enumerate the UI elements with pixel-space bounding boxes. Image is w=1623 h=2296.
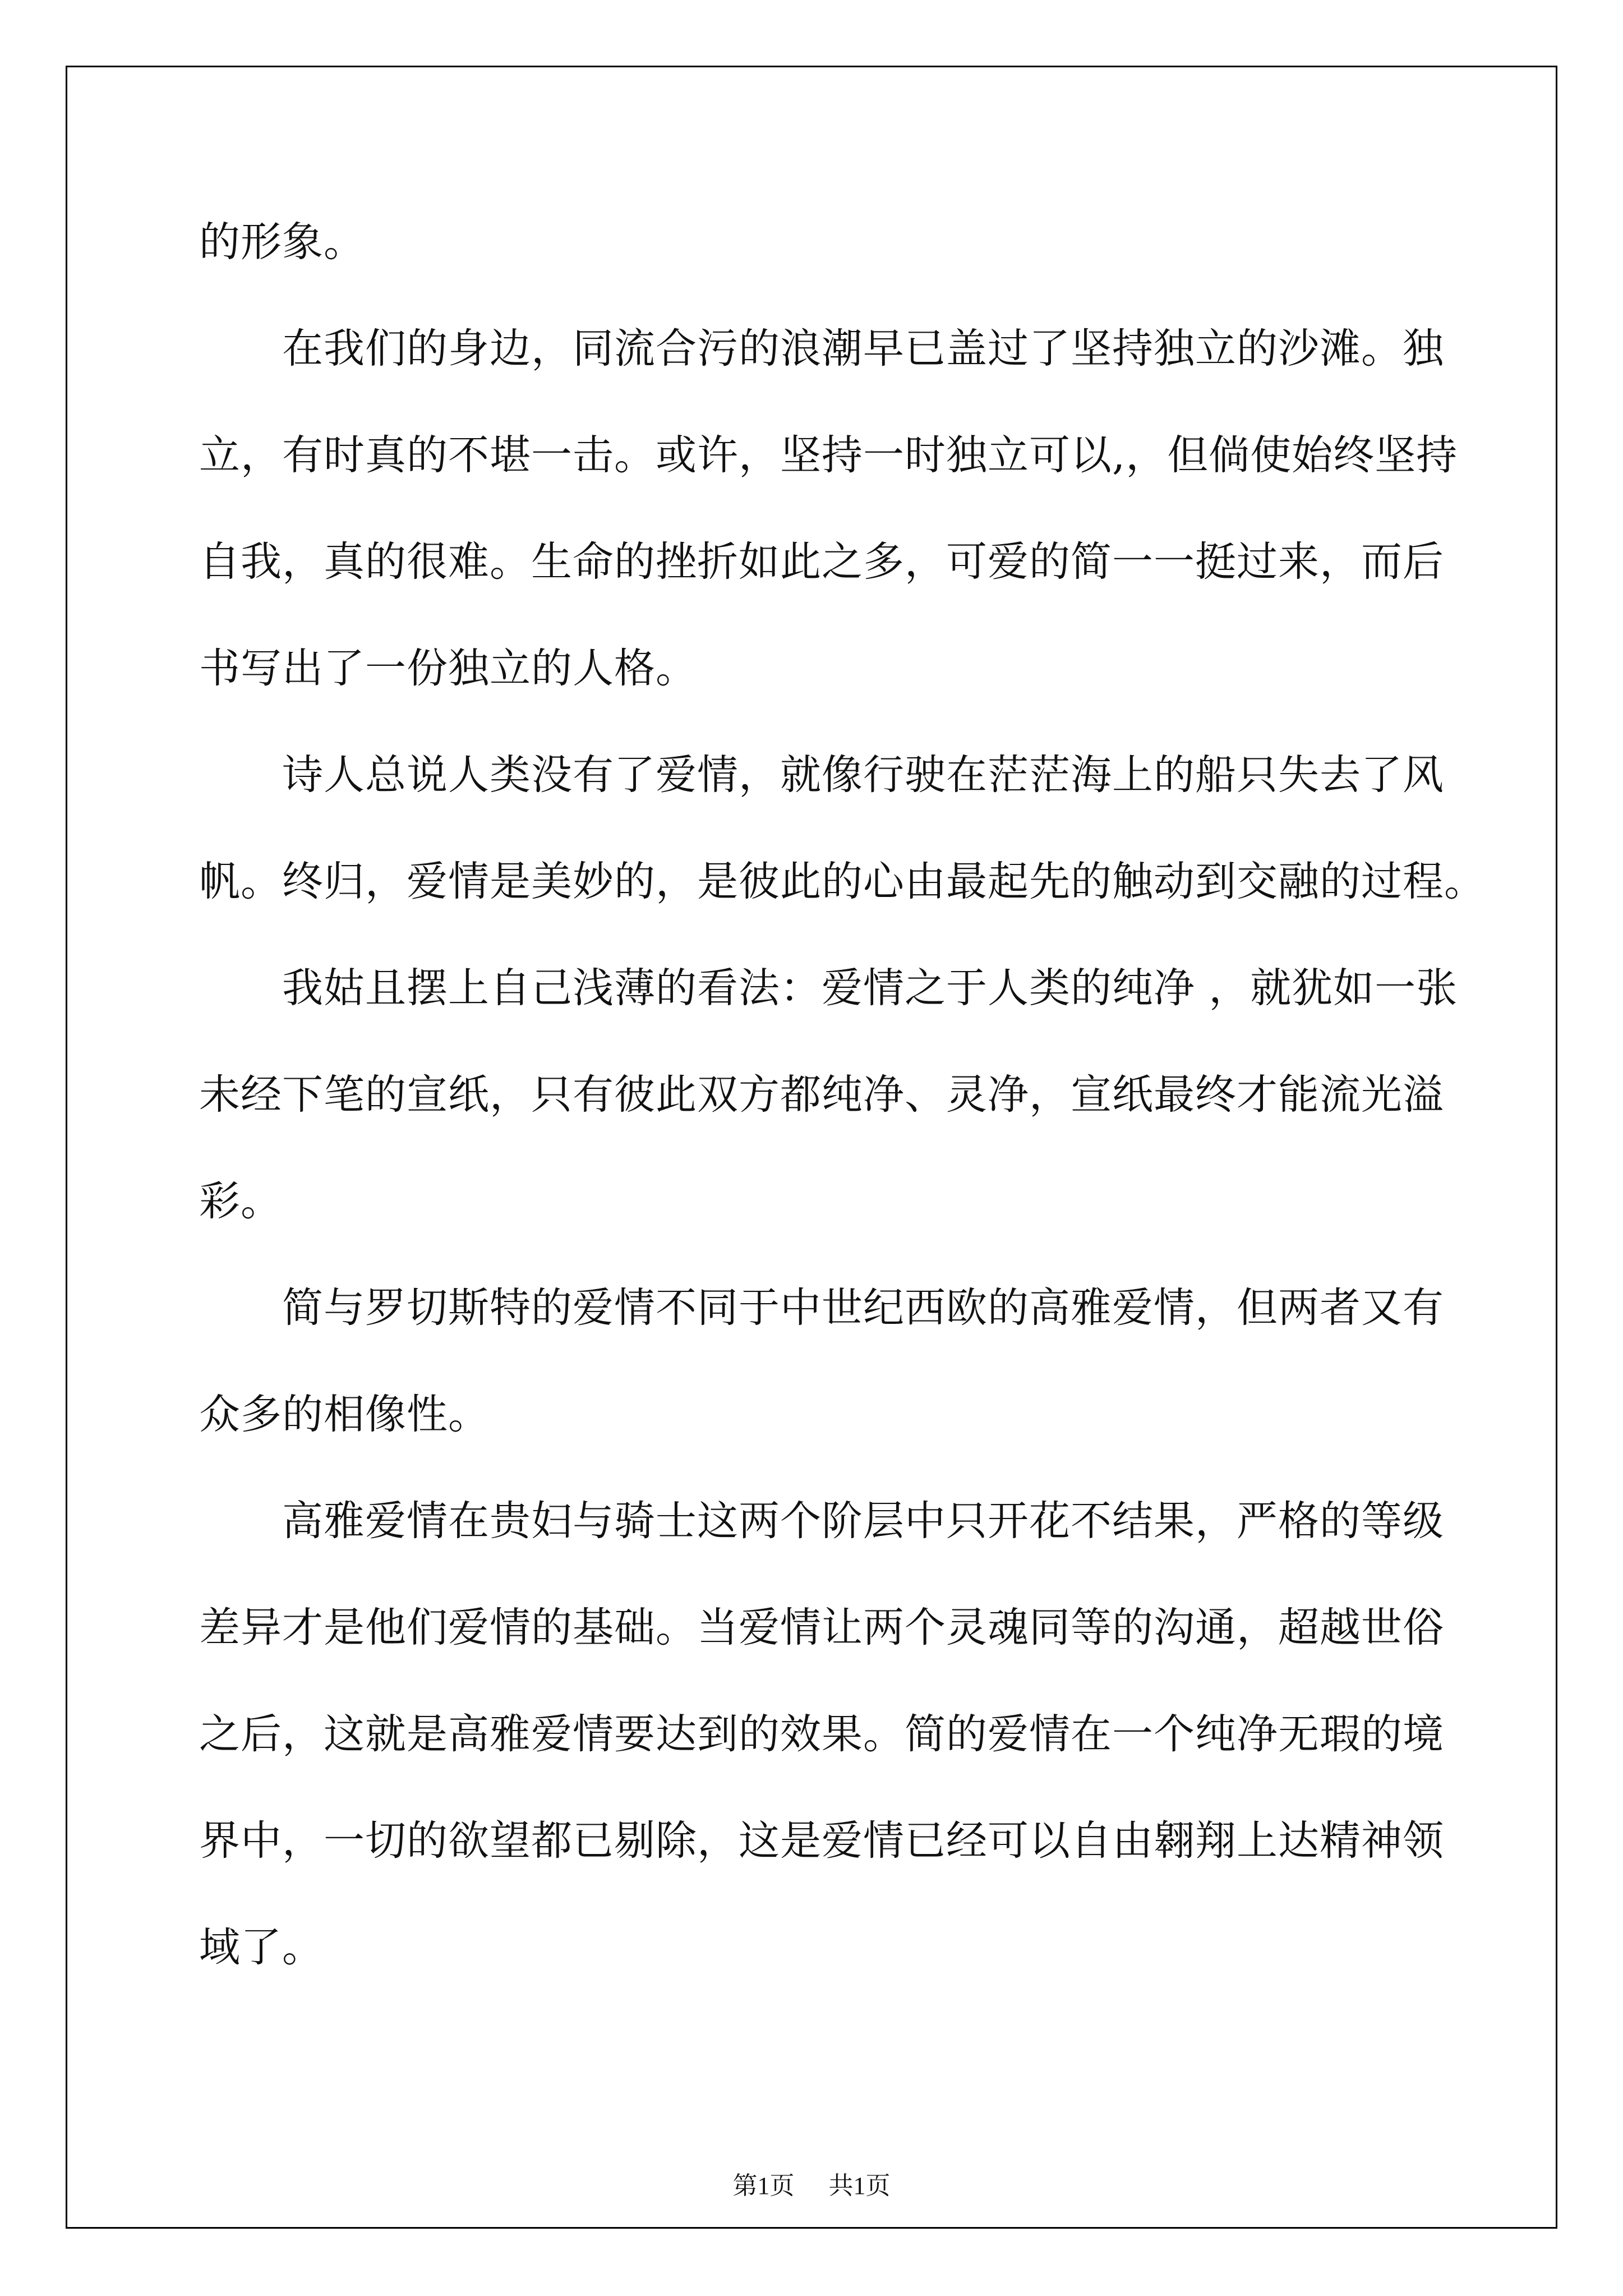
text-line: 立，有时真的不堪一击。或许，坚持一时独立可以,，但倘使始终坚持 <box>199 431 1458 479</box>
text-line: 书写出了一份独立的人格。 <box>199 645 697 692</box>
paragraph <box>199 955 1458 1274</box>
text-line: 我姑且摆上自己浅薄的看法：爱情之于人类的纯净 ，就犹如一张 <box>282 964 1458 1012</box>
text-line: 诗人总说人类没有了爱情，就像行驶在茫茫海上的船只失去了风 <box>282 751 1444 799</box>
paragraph <box>199 315 1458 742</box>
text-line: 之后，这就是高雅爱情要达到的效果。简的爱情在一个纯净无瑕的境 <box>199 1710 1444 1758</box>
text-line: 在我们的身边，同流合污的浪潮早已盖过了坚持独立的沙滩。独 <box>282 325 1444 372</box>
paragraph <box>199 1274 1444 1488</box>
text-line: 域了。 <box>199 1924 324 1971</box>
text-line: 彩。 <box>199 1177 282 1225</box>
paragraph <box>199 1488 1444 2021</box>
text-line: 高雅爱情在贵妇与骑士这两个阶层中只开花不结果，严格的等级 <box>282 1497 1444 1545</box>
paragraph <box>199 742 1486 955</box>
page-total: 共1页 <box>828 2172 891 2200</box>
text-line: 自我，真的很难。生命的挫折如此之多，可爱的简一一挺过来，而后 <box>199 538 1444 586</box>
page-number: 第1页 <box>732 2172 795 2200</box>
document-body <box>199 209 1486 2021</box>
text-line: 帆。终归，爱情是美妙的，是彼此的心由最起先的触动到交融的过程。 <box>199 858 1486 905</box>
text-line: 界中，一切的欲望都已剔除，这是爱情已经可以自由翱翔上达精神领 <box>199 1817 1444 1865</box>
page-footer <box>0 2165 1623 2201</box>
text-line: 简与罗切斯特的爱情不同于中世纪西欧的高雅爱情，但两者又有 <box>282 1284 1444 1332</box>
text-line: 未经下笔的宣纸，只有彼此双方都纯净、灵净，宣纸最终才能流光溢 <box>199 1071 1444 1119</box>
text-line: 的形象。 <box>199 218 365 266</box>
text-line: 众多的相像性。 <box>199 1391 490 1438</box>
paragraph <box>199 209 1433 315</box>
text-line: 差异才是他们爱情的基础。当爱情让两个灵魂同等的沟通，超越世俗 <box>199 1604 1444 1651</box>
